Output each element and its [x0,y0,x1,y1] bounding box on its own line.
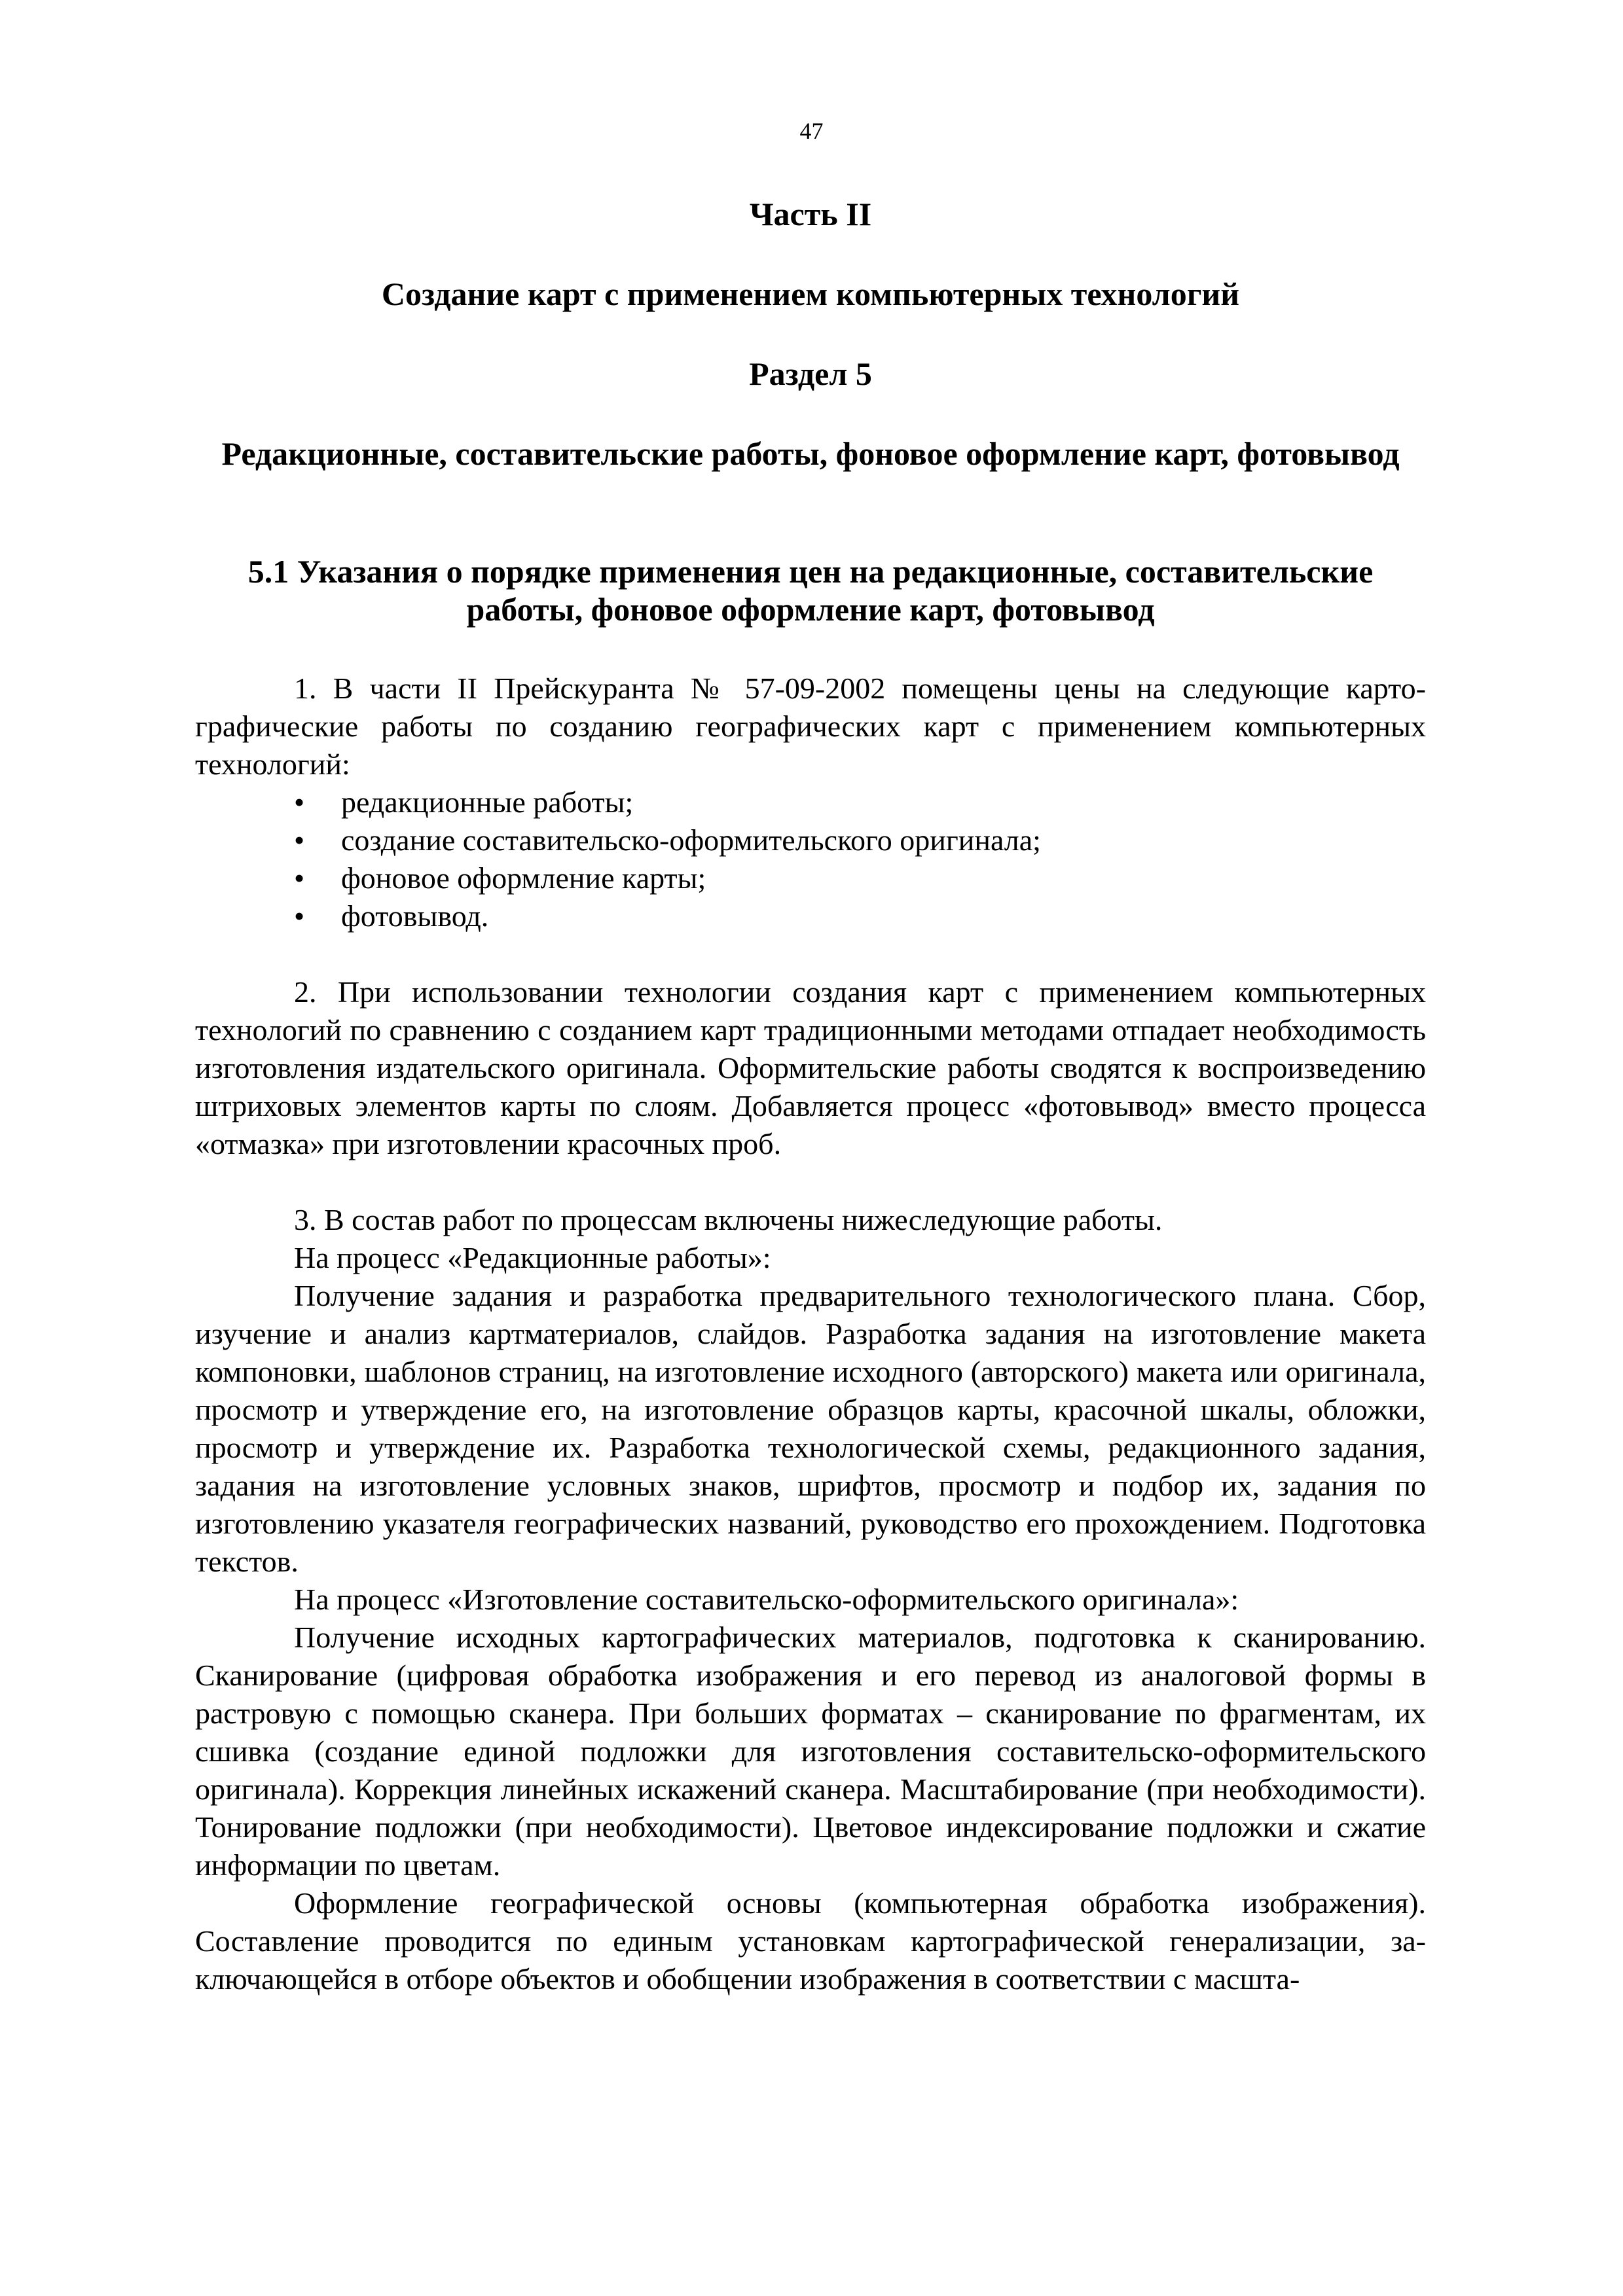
page-number: 47 [799,118,824,144]
process-compilation-text: Получение исходных картографических материалов, подготовка к сканированию. Сканирование (цифровая обработка изображения и его перевод из аналоговой формы в растровую с помощью сканера. При больших форматах – сканирование по фрагментам, их сшивка (создание единой подложки для изготовления составительско-оформительского оригинала). Коррекция линейных искажений сканера. Масштабирование (при необходимости). Тонирование подложки (при необходимости). Цветовое индексирование подложки и сжатие информации по цветам. [195,1621,1426,1882]
bullet-text: редакционные работы; [341,785,634,819]
process-design-text: Оформление географической основы (компьютерная обработка изображения). Составление проводится по единым установкам картографической генерализации, заключающейся в отборе объектов и обобщении изображения в соответствии с масшта- [195,1886,1426,1996]
section-heading: Раздел 5 [749,355,872,392]
subsection-title: 5.1 Указания о порядке применения цен на редакционные, составительские работы, фоновое оформление карт, фотовывод [247,553,1374,628]
bullet-icon: • [294,823,305,857]
document-body [195,195,1426,1998]
bullet-item [195,821,1426,859]
bullet-icon: • [294,861,305,895]
body-text [195,670,1426,1998]
bullet-icon: • [294,785,305,819]
process-compilation-label: На процесс «Изготовление составительско-оформительского оригинала»: [294,1583,1239,1616]
bullet-text: создание составительско-оформительского оригинала; [341,823,1041,857]
bullet-item [195,897,1426,935]
process-editorial-label: На процесс «Редакционные работы»: [294,1241,771,1274]
section-title: Редакционные, составительские работы, фоновое оформление карт, фотовывод [221,435,1400,472]
process-editorial-text: Получение задания и разработка предварительного технологического плана. Сбор, изучение и анализ картматериалов, слайдов. Разработка задания на изготовление макета компоновки, шаблонов страниц, на изготовление исходного (авторского) макета или оригинала, просмотр и утверждение его, на изготовление образцов карты, красочной шкалы, обложки, просмотр и утверждение их. Разработка технологической схемы, редакционного задания, задания на изготовление условных знаков, шрифтов, просмотр и подбор их, задания по изготовлению указателя географических названий, руководство его прохождением. Подготовка текстов. [195,1279,1426,1578]
bullet-icon: • [294,899,305,933]
paragraph-2: 2. При использовании технологии создания карт с применением компьютерных технологий по сравнению с созданием карт традиционными методами отпадает необходимость изготовления издательского оригинала. Оформительские работы сводятся к воспроизведению штриховых элементов карты по слоям. Добавляется процесс «фотовывод» вместо процесса «отмазка» при изготовлении красочных проб. [195,975,1426,1160]
bullet-list [195,783,1426,935]
bullet-item [195,859,1426,897]
paragraph-3-intro: 3. В состав работ по процессам включены нижеследующие работы. [294,1203,1163,1236]
paragraph-1-intro: 1. В части II Прейскуранта № 57-09-2002 помещены цены на следующие картографические работы по созданию географических карт с применением компьютерных технологий: [195,672,1426,781]
bullet-text: фотовывод. [341,899,489,933]
part-heading: Часть II [749,196,872,232]
part-title: Создание карт с применением компьютерных технологий [381,276,1240,312]
bullet-item [195,783,1426,821]
bullet-text: фоновое оформление карты; [341,861,706,895]
